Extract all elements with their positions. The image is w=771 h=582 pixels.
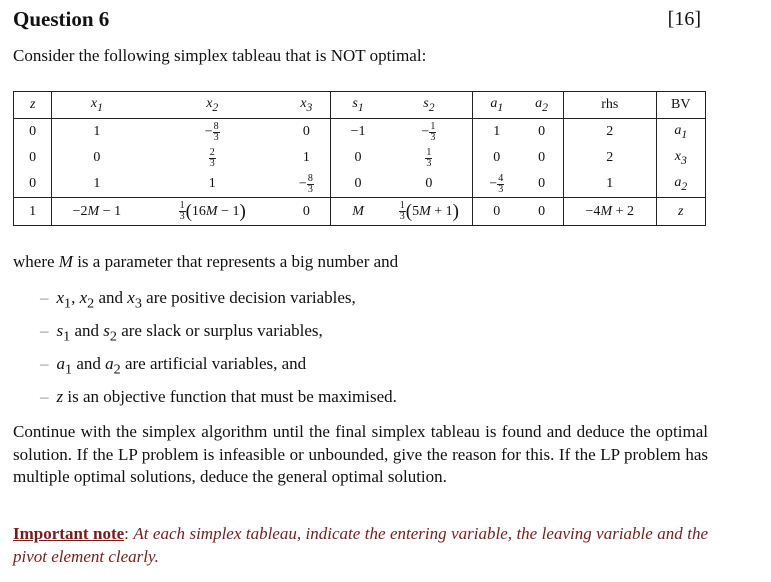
list-item: – $s_1$ and $s_2$ are slack or surplus variables, [40,321,323,345]
question-marks: [16] [667,8,701,30]
where-text: where M is a parameter that represents a big number and [13,252,399,271]
cell: $\frac{1}{3}$ (5M + 1) [385,198,473,226]
cell: − $\frac{1}{3}$ [385,119,473,146]
cell: − $\frac{8}{3}$ [204,120,219,143]
cell: $a_2$ [674,175,688,193]
cell: $\frac{1}{3}$ (16M − 1) [141,198,283,226]
cell: $a_1$ [674,123,688,141]
cell: −2M − 1 [52,198,142,226]
important-note: Important note: At each simplex tableau, indicate the entering variable, the leaving variable and the pivot element clearly. [13,524,708,566]
simplex-tableau [13,91,706,226]
cell: $\frac{2}{3}$ [209,146,215,169]
cell: 0 [14,119,52,146]
table-row-objective [14,198,706,226]
cell: 0 [354,150,362,165]
intro-text: Consider the following simplex tableau that is NOT optimal: [13,46,427,65]
cell: 2 [564,145,657,171]
note-text: At each simplex tableau, indicate the entering variable, the leaving variable and the pivot element clearly. [13,524,708,566]
header-s1: $s_1$ [330,92,385,119]
header-s2: $s_2$ [385,92,473,119]
table-row [14,145,706,171]
cell: 1 [14,198,52,226]
header-x1: $x_1$ [52,92,142,119]
note-label: Important note [13,524,125,543]
header-a1: $a_1$ [473,92,520,119]
header-rhs: rhs [564,92,657,119]
cell: 0 [520,171,563,198]
cell: −1 [350,124,366,139]
cell: 1 [564,171,657,198]
cell: 1 [283,145,330,171]
cell: 0 [14,145,52,171]
header-x3: $x_3$ [283,92,330,119]
cell: 0 [283,198,330,226]
table-row [14,171,706,198]
header-x2: $x_2$ [141,92,283,119]
cell: $\frac{1}{3}$ [385,145,473,171]
header-a2: $a_2$ [520,92,563,119]
header-bv: BV [656,92,705,119]
cell: 0 [14,171,52,198]
question-title: Question 6 [13,7,110,31]
cell: 0 [520,145,563,171]
table-row [14,119,706,146]
list-item: – $x_1$, $x_2$ and $x_3$ are positive decision variables, [40,288,356,312]
list-item: – z is an objective function that must be maximised. [40,387,397,406]
cell: z [656,198,705,226]
list-item: – $a_1$ and $a_2$ are artificial variables, and [40,354,307,378]
cell: 1 [93,124,101,139]
cell: − $\frac{4}{3}$ [489,172,504,195]
cell: 1 [493,124,501,139]
cell: 0 [520,198,563,226]
cell: 0 [354,176,362,191]
tableau-header-row [14,92,706,119]
cell: 0 [283,119,330,146]
cell: 0 [473,198,520,226]
cell: 1 [93,176,101,191]
cell: 0 [493,150,501,165]
cell: 0 [93,150,101,165]
cell: 1 [208,176,216,191]
cell: M [330,198,385,226]
cell: 0 [385,171,473,198]
cell: 0 [520,119,563,146]
cell: $x_3$ [674,149,687,167]
header-z: z [14,92,52,119]
conditions-list [40,284,397,416]
cell: 2 [564,119,657,146]
cell: −4M + 2 [564,198,657,226]
instructions-paragraph: Continue with the simplex algorithm until the final simplex tableau is found and deduce the optimal solution. If the LP problem is infeasible or unbounded, give the reason for this. If the LP problem has multiple optimal solutions, deduce the general optimal solution. [13,422,708,486]
cell: − $\frac{8}{3}$ [283,171,330,198]
